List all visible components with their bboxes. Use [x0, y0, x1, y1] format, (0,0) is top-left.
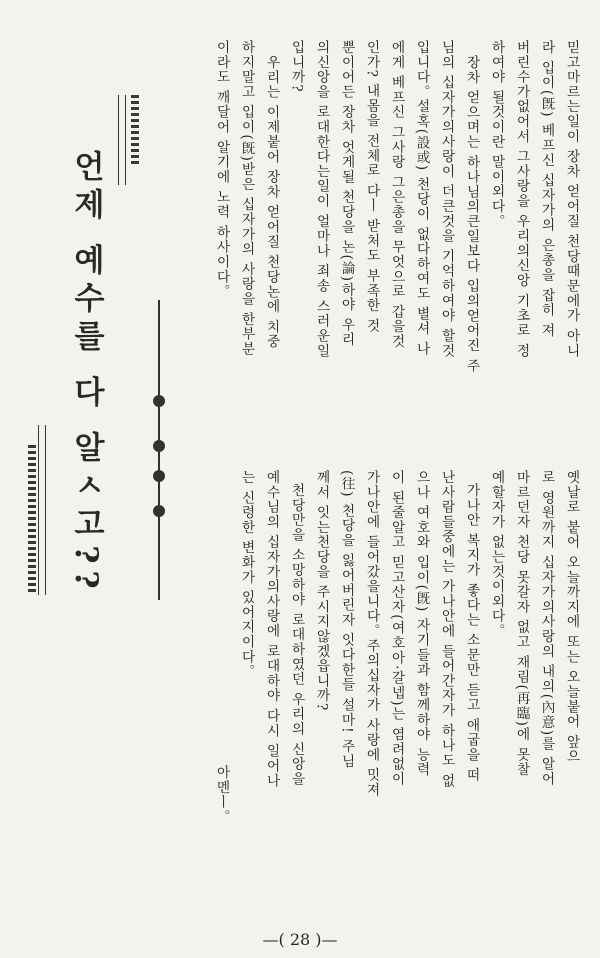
body-line: 인가? 내몸을 전체로 다ㅣ 받처도 부족한 것 [363, 40, 380, 334]
body-line: 난사람들중에는 가나안에 들어간자가 하나도 없 [438, 470, 455, 789]
body-line: 가나안 복지가 좋다는 소문만 듣고 애굽을 떠 [463, 483, 480, 783]
body-line: 입니다。설혹(設或) 천당이 없다하여도 별셔 나 [413, 40, 430, 357]
body-line: 입니까? [288, 40, 305, 93]
body-line: 하여야 될것이란 말이외다。 [488, 40, 505, 229]
body-line: 천당만을 소망하야 로대하였던 우리의 신앙을 [288, 483, 305, 787]
body-line: 께서 잇는천당을 주시지않겠읍니까? [313, 470, 330, 712]
page-number: —( 28 )— [262, 930, 338, 949]
page-title: 언제 예수를 다 알ㅅ고?? [68, 150, 104, 596]
body-line: 로 영원까지 십자가의사랑의 내의(內意)를 알어 [538, 470, 555, 787]
body-line: (往) 천당을 잃어버린자 잇다한들 설마! 주님 [338, 470, 355, 769]
body-line: 장차 얻으며는 하나님의큰일보다 입의얻어진 주 [463, 55, 480, 374]
body-line: 믿고마르는일이 장차 얻어질 천당때문에가 아니 [563, 40, 580, 359]
body-line: 뿐이어든 장차 엇게될 천당을 논(論)하야 우리 [338, 40, 355, 348]
body-line: 으나 여호와 입이(旣) 자기들과 함께하야 능력 [413, 470, 430, 778]
body-line: 우리는 이제붙어 장차 얻어질 천당논에 치중 [263, 55, 280, 350]
body-line: 예수님의 십자가의사랑에 로대하야 다시 일어나 [263, 470, 280, 789]
body-line: 님의 십자가의사랑이 더큰것을 기억하여야 할것 [438, 40, 455, 359]
body-line: 에게 베프신 그사랑 그은총을 무엇으로 갑을것 [388, 40, 405, 349]
body-line: 마르던자 천당 못갈자 없고 재림(再臨)에 못찰 [513, 470, 530, 778]
body-line: 이라도 깨달어 알기에 노력 하사이다。 [213, 40, 230, 299]
body-line: 옛날로 붙어 오늘까지에 또는 오늘붙어 앞으 [563, 470, 580, 765]
body-line: 이 된줄알고 믿고산자(여호아·갈넵)는 염려없이 [388, 470, 405, 787]
body-line: 라 입이(旣) 베프신 십자가의 은총을 잡히 져 [538, 40, 555, 338]
body-line: 가나안에 들어갔을니다。주의십자가 사랑에 밋져 [363, 470, 380, 798]
body-line: 하지말고 입이(旣)받은 십자가의 사랑을 한부분 [238, 40, 255, 357]
body-line: 예할자가 없는것이외다。 [488, 470, 505, 639]
body-line: 버린수가없어서 그사랑을 우리의신앙 기초로 정 [513, 40, 530, 359]
body-line: 아멘ㅣ。 [213, 765, 230, 825]
body-line: 의신앙을 로대한다는일이 얼마나 죄송 스러운일 [313, 40, 330, 359]
body-line: 는 신령한 변화가 있어지이다。 [238, 470, 255, 679]
